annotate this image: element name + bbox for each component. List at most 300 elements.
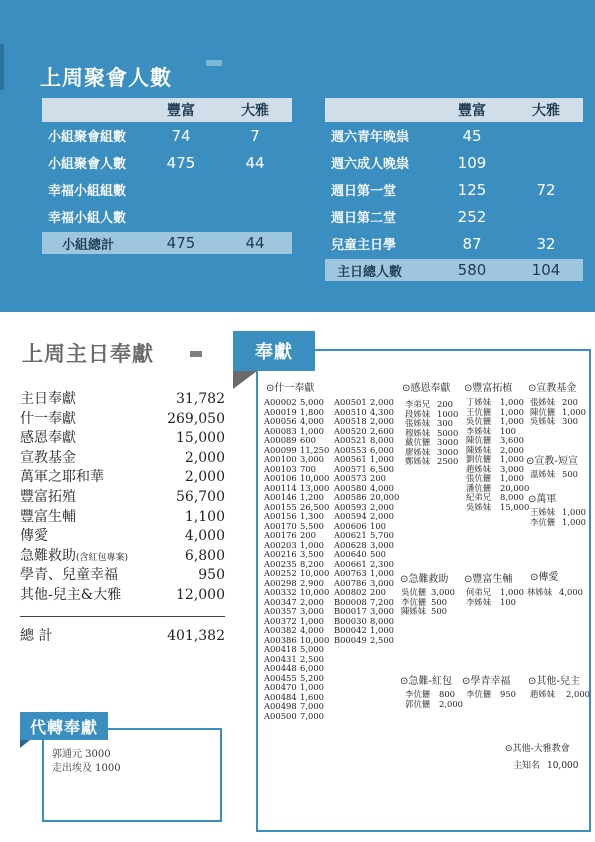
donor-name: A00561 xyxy=(334,454,367,464)
donor-name: A00571 xyxy=(334,463,367,474)
offering-label: 豐富生輔 xyxy=(20,508,76,525)
donor-name: A00470 xyxy=(264,682,297,692)
row-label: 小組聚會人數 xyxy=(48,157,127,172)
donor-amount: 500 xyxy=(562,469,578,479)
offering-value: 2,000 xyxy=(184,469,225,486)
donor-entry xyxy=(405,700,463,710)
donor-name: A00580 xyxy=(334,482,367,493)
offering-label: 感恩奉獻 xyxy=(20,430,76,447)
donor-amount: 8,000 xyxy=(500,492,524,502)
donor-amount: 7,000 xyxy=(300,701,324,711)
donor-name: 陳伉儷 xyxy=(530,406,556,417)
daya-list xyxy=(513,762,579,772)
tab-fold xyxy=(233,371,257,389)
row-label: 幸福小組人數 xyxy=(48,211,127,226)
expand-heading: ⊙豐富拓植 xyxy=(464,383,513,394)
donor-name: 李弟兄 xyxy=(405,399,431,409)
donor-amount: 5000 xyxy=(437,427,459,438)
donor-name: A00103 xyxy=(264,463,297,474)
donor-name: 李伉儷 xyxy=(466,689,492,699)
kids-heading: ⊙其他-兒主 xyxy=(528,676,580,687)
kids-list xyxy=(530,690,590,700)
donor-amount: 4,000 xyxy=(370,482,394,493)
donor-name: 李伉儷 xyxy=(405,689,431,699)
row-label: 週六青年晚祟 xyxy=(331,130,410,145)
table-row xyxy=(325,230,583,257)
donor-amount: 10,000 xyxy=(300,634,330,645)
donor-amount: 5,000 xyxy=(300,397,324,407)
daya-heading: ⊙其他-大雅教會 xyxy=(505,744,570,754)
offering-value: 56,700 xyxy=(176,488,225,505)
donor-name: 李伉儷 xyxy=(401,596,427,607)
donor-name: A00252 xyxy=(264,568,297,578)
offering-row xyxy=(20,586,225,606)
donor-name: 張姊妹 xyxy=(530,397,556,407)
donor-name: A00100 xyxy=(264,454,297,464)
donor-name: A00235 xyxy=(264,558,297,569)
donor-amount: 5,000 xyxy=(300,644,324,654)
donor-name: 林姊妹 xyxy=(527,587,553,597)
donor-name: A00661 xyxy=(334,558,367,569)
donor-amount: 3,000 xyxy=(431,587,455,597)
donor-entry xyxy=(466,598,524,608)
donor-entry xyxy=(334,636,399,646)
donor-amount: 10,000 xyxy=(300,568,330,578)
donor-amount: 500 xyxy=(370,549,386,559)
donor-entry xyxy=(405,457,458,467)
donor-name: A00593 xyxy=(334,501,367,512)
header-fengfu: 豐富 xyxy=(458,103,486,119)
donor-amount: 10,000 xyxy=(547,761,579,771)
donor-amount: 3,000 xyxy=(300,606,324,616)
offering-value: 2,000 xyxy=(184,449,225,466)
total-label: 小組總計 xyxy=(62,237,115,253)
donor-name: A00155 xyxy=(264,501,297,512)
donor-name: 陳伉儷 xyxy=(466,435,492,445)
sunday-service-table xyxy=(325,98,583,281)
proxy-offering-list xyxy=(52,748,121,776)
row-value-fengfu: 475 xyxy=(166,153,196,172)
title-decoration xyxy=(206,60,222,66)
donor-entry xyxy=(264,712,329,722)
donor-amount: 8,200 xyxy=(300,558,324,569)
donor-name: 溫姊妹 xyxy=(530,469,556,479)
donor-amount: 1,000 xyxy=(500,416,524,426)
donor-amount: 200 xyxy=(370,473,386,483)
donor-name: 吳姊妹 xyxy=(530,416,556,426)
donor-name: A00501 xyxy=(334,397,367,407)
donor-name: 吳伉儷 xyxy=(401,587,427,597)
offering-row xyxy=(20,468,225,488)
offering-total-row xyxy=(20,627,225,647)
donor-amount: 1,000 xyxy=(562,516,586,527)
donor-amount: 1,000 xyxy=(500,473,524,483)
donor-amount: 10,000 xyxy=(300,587,330,597)
offering-value: 4,000 xyxy=(184,528,225,545)
row-label: 幸福小組組數 xyxy=(48,184,127,199)
donor-amount: 1,000 xyxy=(500,454,524,464)
donor-entry xyxy=(513,762,579,772)
donor-entry xyxy=(530,417,586,427)
donor-name: A00382 xyxy=(264,625,297,635)
table-header xyxy=(325,98,583,122)
donor-amount: 1000 xyxy=(437,408,459,419)
donor-amount: 1,000 xyxy=(562,406,586,417)
donor-amount: 8,000 xyxy=(370,435,394,445)
offering-label: 其他-兒主&大雅 xyxy=(20,586,122,603)
offering-total-label: 總 計 xyxy=(20,627,53,644)
donor-entry xyxy=(527,588,583,598)
donor-amount: 3,500 xyxy=(300,549,324,559)
donor-name: A00114 xyxy=(264,482,297,493)
thanks-heading: ⊙感恩奉獻 xyxy=(402,383,451,394)
donor-amount: 500 xyxy=(431,596,447,607)
donor-amount: 2,000 xyxy=(370,416,394,426)
donor-amount: 700 xyxy=(300,463,316,474)
attendance-title: 上周聚會人數 xyxy=(40,66,172,90)
offering-value: 950 xyxy=(198,567,225,584)
tab-fold xyxy=(20,740,30,748)
donor-amount: 1,000 xyxy=(500,587,524,597)
row-value-daya: 72 xyxy=(536,180,556,199)
row-value-daya: 32 xyxy=(536,234,556,253)
offering-row xyxy=(20,566,225,586)
proxy-line: 郭通元 3000 xyxy=(52,749,111,760)
donor-name: A00347 xyxy=(264,596,297,607)
donor-amount: 4,000 xyxy=(300,416,324,426)
donor-name: A00002 xyxy=(264,397,297,407)
total-row xyxy=(42,232,292,254)
donor-name: A00640 xyxy=(334,549,367,559)
donor-name: A00386 xyxy=(264,634,297,645)
donor-amount: 10,000 xyxy=(300,473,330,483)
donor-name: A00332 xyxy=(264,587,297,597)
row-value-fengfu: 45 xyxy=(462,126,482,145)
donor-amount: 3,000 xyxy=(300,454,324,464)
donor-amount: 800 xyxy=(439,689,455,699)
love-list xyxy=(527,588,583,598)
donor-name: A00083 xyxy=(264,425,297,436)
donor-name: 李伉儷 xyxy=(530,516,556,527)
offering-row xyxy=(20,488,225,508)
weekly-offering-title: 上周主日奉獻 xyxy=(22,342,154,366)
donor-amount: 2,900 xyxy=(300,577,324,588)
row-value-daya: 7 xyxy=(250,126,260,145)
donor-amount: 3000 xyxy=(437,437,459,447)
donor-amount: 200 xyxy=(562,397,578,407)
donor-amount: 3,000 xyxy=(370,577,394,588)
offering-label: 學青、兒童幸福 xyxy=(20,567,118,584)
row-label: 兒童主日學 xyxy=(331,238,397,253)
donor-amount: 2,300 xyxy=(370,558,394,569)
donor-amount: 4,300 xyxy=(370,406,394,417)
red-envelope-list xyxy=(405,690,463,709)
donor-name: A00418 xyxy=(264,644,297,654)
row-value-fengfu: 87 xyxy=(462,234,482,253)
donor-amount: 1,000 xyxy=(370,625,394,635)
donor-amount: 20,000 xyxy=(370,492,400,502)
donor-name: A00099 xyxy=(264,444,297,455)
donor-amount: 1,000 xyxy=(500,397,524,407)
donor-entry xyxy=(530,690,590,700)
donor-entry xyxy=(401,607,455,617)
row-label: 週六成人晚祟 xyxy=(331,157,410,172)
mission-short-heading: ⊙宣教-短宣 xyxy=(526,456,578,467)
offering-value: 269,050 xyxy=(167,410,225,427)
donor-amount: 600 xyxy=(300,435,316,445)
offering-row xyxy=(20,527,225,547)
table-row xyxy=(42,176,292,203)
donor-amount: 3,000 xyxy=(370,539,394,550)
row-label: 週日第一堂 xyxy=(331,184,397,199)
donor-entry xyxy=(530,470,578,480)
donor-amount: 15,000 xyxy=(500,501,530,512)
tithe-list-column-2 xyxy=(334,398,399,645)
offering-value: 6,800 xyxy=(184,547,225,564)
donor-amount: 2,600 xyxy=(370,425,394,436)
offering-value: 15,000 xyxy=(176,430,225,447)
offering-row xyxy=(20,429,225,449)
donor-name: A00089 xyxy=(264,435,297,445)
row-value-fengfu: 74 xyxy=(171,126,191,145)
donor-amount: 20,000 xyxy=(500,482,530,493)
offering-row xyxy=(20,547,225,567)
donor-amount: 1,000 xyxy=(500,406,524,417)
offering-value: 31,782 xyxy=(176,391,225,407)
accent-bar xyxy=(0,44,4,90)
offering-row xyxy=(20,508,225,528)
hosts-list xyxy=(530,508,586,527)
relief-heading: ⊙急難救助 xyxy=(400,574,449,585)
donor-amount: 2,000 xyxy=(439,698,463,709)
donor-name: A00448 xyxy=(264,663,297,673)
donor-name: A00510 xyxy=(334,406,367,417)
attendance-section xyxy=(0,0,595,312)
offering-label: 什一奉獻 xyxy=(20,410,76,427)
donor-name: A00156 xyxy=(264,511,297,521)
donor-name: A00573 xyxy=(334,473,367,483)
donor-amount: 13,000 xyxy=(300,482,330,493)
donor-amount: 7,000 xyxy=(300,710,324,721)
donor-name: A00106 xyxy=(264,473,297,483)
offering-row xyxy=(20,410,225,430)
donor-amount: 1,000 xyxy=(562,507,586,517)
donor-amount: 5,200 xyxy=(300,672,324,683)
donor-name: B00008 xyxy=(334,596,367,607)
donor-name: 張姊妹 xyxy=(405,418,431,428)
donor-name: A00500 xyxy=(264,710,297,721)
donor-amount: 200 xyxy=(300,530,316,540)
row-value-fengfu: 109 xyxy=(457,153,487,172)
donor-name: 吳姊妹 xyxy=(466,501,492,512)
donor-name: 潘伉儷 xyxy=(466,482,492,493)
donor-name: B00042 xyxy=(334,625,367,635)
fengfu-life-heading: ⊙豐富生輔 xyxy=(464,574,513,585)
offering-total-value: 401,382 xyxy=(167,627,225,644)
title-decoration xyxy=(190,351,202,357)
offering-label: 豐富拓殖 xyxy=(20,488,76,505)
donor-name: A00553 xyxy=(334,444,367,455)
offering-detail-title: 奉獻 xyxy=(233,331,315,371)
donor-amount: 2,000 xyxy=(370,501,394,512)
donor-name: 主知名 xyxy=(513,761,541,771)
proxy-offering-title: 代轉奉獻 xyxy=(20,712,108,740)
donor-amount: 5,500 xyxy=(300,520,324,531)
offering-label: 萬軍之耶和華 xyxy=(20,469,104,486)
mission-short-list xyxy=(530,470,578,480)
donor-amount: 300 xyxy=(562,416,578,426)
donor-name: B00017 xyxy=(334,606,367,616)
donor-name: 李姊妹 xyxy=(466,596,492,607)
donor-name: 李姊妹 xyxy=(466,425,492,436)
table-row xyxy=(42,203,292,230)
donor-amount: 3,600 xyxy=(500,435,524,445)
donor-name: A00216 xyxy=(264,549,297,559)
hosts-heading: ⊙萬軍 xyxy=(528,494,557,505)
donor-name: 王伉儷 xyxy=(466,406,492,417)
donor-name: 趙姊妹 xyxy=(466,463,492,474)
donor-name: A00372 xyxy=(264,615,297,626)
donor-name: A00586 xyxy=(334,492,367,502)
donor-amount: 200 xyxy=(370,587,386,597)
donor-name: A00521 xyxy=(334,435,367,445)
donor-amount: 4,000 xyxy=(559,587,583,597)
donor-name: 張伉儷 xyxy=(466,473,492,483)
youth-heading: ⊙學青幸福 xyxy=(462,676,511,687)
donor-name: A00431 xyxy=(264,653,297,664)
donor-name: 丁姊妹 xyxy=(466,397,492,407)
total-value-daya: 104 xyxy=(531,261,561,279)
donor-name: A00786 xyxy=(334,577,367,588)
donor-amount: 26,500 xyxy=(300,501,330,512)
donor-amount: 1,600 xyxy=(300,691,324,702)
donor-amount: 2,000 xyxy=(370,397,394,407)
offering-note: (含紅包專案) xyxy=(76,552,129,563)
donor-amount: 950 xyxy=(500,689,516,699)
donor-amount: 2,500 xyxy=(370,634,394,645)
donor-name: 劉伉儷 xyxy=(466,454,492,464)
donor-amount: 3,000 xyxy=(500,463,524,474)
donor-name: 郭伉儷 xyxy=(405,698,431,709)
table-row xyxy=(325,176,583,203)
fengfu-life-list xyxy=(466,588,524,607)
donor-amount: 2,000 xyxy=(500,444,524,455)
relief-list xyxy=(401,588,455,617)
tithe-heading: ⊙什一奉獻 xyxy=(266,383,315,394)
table-row xyxy=(42,122,292,149)
offering-row xyxy=(20,449,225,469)
donor-amount: 2,000 xyxy=(566,689,590,699)
row-value-fengfu: 125 xyxy=(457,180,487,199)
donor-name: A00606 xyxy=(334,520,367,531)
donor-name: A00520 xyxy=(334,425,367,436)
donor-name: A00056 xyxy=(264,416,297,426)
expand-list xyxy=(466,398,529,512)
offering-label: 傳愛 xyxy=(20,528,48,545)
donor-amount: 6,500 xyxy=(370,463,394,474)
donor-name: B00049 xyxy=(334,634,367,645)
donor-name: A00628 xyxy=(334,539,367,550)
row-value-daya: 44 xyxy=(245,153,265,172)
donor-amount: 300 xyxy=(437,418,453,428)
donor-amount: 100 xyxy=(370,520,386,531)
total-value-daya: 44 xyxy=(245,234,265,252)
donor-amount: 3,000 xyxy=(370,606,394,616)
donor-name: 趙姊妹 xyxy=(530,689,556,699)
donor-name: B00030 xyxy=(334,615,367,626)
header-fengfu: 豐富 xyxy=(167,103,195,119)
donor-name: A00203 xyxy=(264,539,297,550)
donor-amount: 1,000 xyxy=(300,425,324,436)
donor-amount: 7,200 xyxy=(370,596,394,607)
donor-name: A00146 xyxy=(264,492,297,502)
donor-name: 吳伉儷 xyxy=(466,416,492,426)
offering-value: 12,000 xyxy=(176,586,225,603)
header-daya: 大雅 xyxy=(532,103,560,119)
donor-amount: 8,000 xyxy=(370,615,394,626)
donor-amount: 2,000 xyxy=(300,596,324,607)
donor-amount: 100 xyxy=(500,596,516,607)
row-label: 週日第二堂 xyxy=(331,211,397,226)
donor-name: A00621 xyxy=(334,530,367,540)
donor-name: A00802 xyxy=(334,587,367,597)
mission-heading: ⊙宣教基金 xyxy=(528,383,577,394)
row-label: 小組聚會組數 xyxy=(48,130,127,145)
youth-list xyxy=(466,690,516,700)
offering-row xyxy=(20,390,225,410)
table-row xyxy=(325,149,583,176)
donor-name: A00484 xyxy=(264,691,297,702)
donor-name: A00357 xyxy=(264,606,297,616)
donor-name: 穆姊妹 xyxy=(405,427,431,438)
proxy-line: 走出埃及 1000 xyxy=(52,763,121,774)
table-row xyxy=(325,203,583,230)
donor-amount: 200 xyxy=(437,399,453,409)
donor-amount: 1,000 xyxy=(370,454,394,464)
donor-name: A00498 xyxy=(264,701,297,711)
donor-entry xyxy=(466,690,516,700)
donor-name: A00019 xyxy=(264,406,297,417)
offering-label: 宣教基金 xyxy=(20,449,76,466)
donor-amount: 5,700 xyxy=(370,530,394,540)
mission-list xyxy=(530,398,586,427)
donor-name: A00176 xyxy=(264,530,297,540)
offering-label: 急難救助 xyxy=(20,547,76,564)
donor-name: 段姊妹 xyxy=(405,408,431,419)
donor-name: 戴伉儷 xyxy=(405,437,431,447)
donor-amount: 4,000 xyxy=(300,625,324,635)
love-heading: ⊙傳愛 xyxy=(530,572,559,583)
donor-name: A00170 xyxy=(264,520,297,531)
small-group-table xyxy=(42,98,292,254)
donor-amount: 1,200 xyxy=(300,492,324,502)
donor-entry xyxy=(466,503,529,513)
donor-amount: 6,000 xyxy=(300,663,324,673)
donor-amount: 2,500 xyxy=(300,653,324,664)
table-row xyxy=(42,149,292,176)
donor-name: 王姊妹 xyxy=(530,507,556,517)
donor-name: 陳姊妹 xyxy=(466,444,492,455)
donor-name: 廖姊妹 xyxy=(405,446,431,457)
donor-amount: 500 xyxy=(431,606,447,616)
donor-name: 紀弟兄 xyxy=(466,492,492,502)
table-header xyxy=(42,98,292,122)
total-value-fengfu: 475 xyxy=(166,234,196,252)
donor-amount: 1,000 xyxy=(300,682,324,692)
donor-amount: 100 xyxy=(500,425,516,436)
donor-amount: 2,000 xyxy=(370,511,394,521)
divider xyxy=(20,616,225,617)
